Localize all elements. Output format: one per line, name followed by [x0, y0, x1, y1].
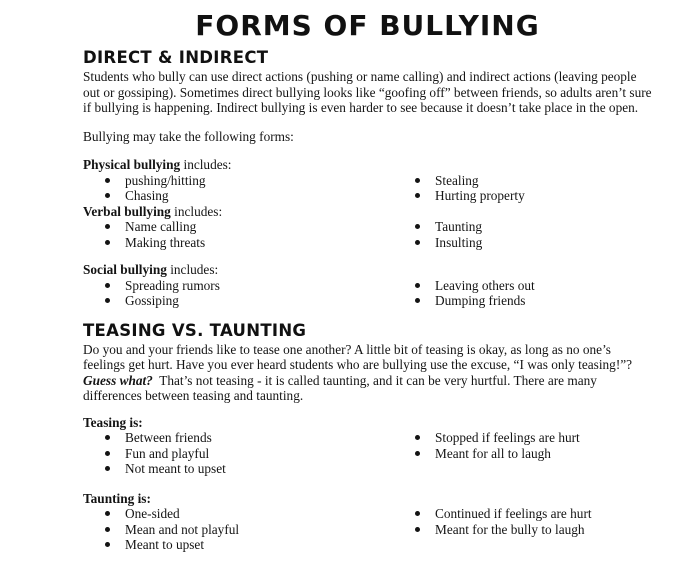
- bullet-icon: [105, 193, 110, 198]
- group-label-rest: includes:: [166, 262, 219, 277]
- physical-left-list: [83, 173, 393, 204]
- physical-right-list: [393, 173, 652, 204]
- list-item-label: Name calling: [125, 219, 197, 234]
- teasing-taunting-heading: TEASING VS. TAUNTING: [83, 320, 307, 340]
- verbal-right-list: [393, 219, 652, 250]
- group-label-bold: Verbal bullying: [83, 203, 171, 219]
- list-item: [105, 522, 393, 538]
- direct-indirect-paragraph: Students who bully can use direct actions (pushing or name calling) and indirect actions (leaving people out or gossiping). Sometimes direct bullying looks like “goofing off” between friends, so adults aren’t sure if bullying is happening. Indirect bullying is even harder to see because it doesn’t take place in the open.: [83, 69, 652, 115]
- list-item-label: Dumping friends: [435, 293, 526, 308]
- teasing-is-columns: [83, 430, 652, 477]
- bullet-icon: [105, 511, 110, 516]
- taunting-is-group: [83, 491, 652, 553]
- list-item-label: Between friends: [125, 430, 212, 445]
- teasing-left-list: [83, 430, 393, 477]
- bullet-icon: [415, 527, 420, 532]
- bullet-icon: [105, 527, 110, 532]
- list-item: [105, 446, 393, 462]
- list-item: [415, 188, 652, 204]
- list-item-label: Meant for the bully to laugh: [435, 521, 585, 537]
- section-teasing-vs-taunting: [83, 321, 652, 553]
- bullet-icon: [105, 542, 110, 547]
- bullet-icon: [415, 240, 420, 245]
- direct-indirect-heading: DIRECT & INDIRECT: [83, 48, 269, 67]
- list-item-label: Not meant to upset: [125, 461, 226, 476]
- list-item-label: Mean and not playful: [125, 521, 240, 537]
- list-item-label: Taunting: [435, 219, 483, 234]
- teasing-paragraph: [83, 342, 652, 404]
- forms-intro: Bullying may take the following forms:: [83, 128, 294, 144]
- guess-what-emphasis: Guess what?: [83, 372, 153, 388]
- group-label-rest: includes:: [170, 203, 223, 219]
- list-item: [105, 219, 393, 235]
- list-item-label: pushing/hitting: [125, 172, 206, 188]
- list-item: [105, 278, 393, 294]
- list-item: [415, 278, 652, 294]
- taunting-left-list: [83, 506, 393, 553]
- list-item-label: One-sided: [125, 506, 180, 521]
- verbal-left-list: [83, 219, 393, 250]
- bullet-icon: [415, 435, 420, 440]
- physical-bullying-columns: [83, 173, 652, 204]
- social-left-list: [83, 278, 393, 309]
- list-item-label: Continued if feelings are hurt: [435, 506, 592, 521]
- group-label-bold: Physical bullying: [83, 157, 181, 172]
- taunting-is-columns: [83, 506, 652, 553]
- bullet-icon: [105, 224, 110, 229]
- list-item-label: Stopped if feelings are hurt: [435, 430, 580, 445]
- group-label-rest: includes:: [180, 157, 232, 172]
- list-item: [415, 235, 652, 251]
- taunting-right-list: [393, 506, 652, 553]
- list-item-label: Fun and playful: [125, 445, 210, 461]
- bullet-icon: [415, 193, 420, 198]
- social-bullying-columns: [83, 278, 652, 309]
- bullet-icon: [415, 283, 420, 288]
- list-item: [105, 506, 393, 522]
- teasing-paragraph-start: Do you and your friends like to tease one another? A little bit of teasing is okay, as long as no one’s feelings get hurt. Have you ever heard students who are bullying use the excuse, “I was only teasing!”?: [83, 341, 633, 372]
- group-label-bold: Social bullying: [83, 262, 167, 277]
- list-item-label: Spreading rumors: [125, 277, 220, 293]
- list-item-label: Gossiping: [125, 293, 179, 308]
- verbal-bullying-group: [83, 204, 652, 251]
- list-item: [415, 506, 652, 522]
- list-item-label: Meant for all to laugh: [435, 445, 551, 461]
- list-item-label: Meant to upset: [125, 537, 205, 552]
- list-item-label: Stealing: [435, 172, 479, 188]
- teasing-is-group: [83, 415, 652, 477]
- list-item: [415, 293, 652, 309]
- social-bullying-group: [83, 262, 652, 309]
- bullet-icon: [105, 240, 110, 245]
- list-item-label: Leaving others out: [435, 277, 535, 293]
- list-item: [105, 537, 393, 553]
- social-right-list: [393, 278, 652, 309]
- teasing-right-list: [393, 430, 652, 477]
- list-item: [415, 173, 652, 189]
- teasing-is-label: Teasing is:: [83, 414, 143, 430]
- list-item: [105, 461, 393, 477]
- list-item: [415, 522, 652, 538]
- bullet-icon: [415, 298, 420, 303]
- list-item: [415, 219, 652, 235]
- list-item-label: Hurting property: [435, 188, 525, 203]
- bullet-icon: [105, 435, 110, 440]
- bullet-icon: [105, 178, 110, 183]
- teasing-paragraph-end: That’s not teasing - it is called taunting, and it can be very hurtful. There are many differences between teasing and taunting.: [83, 372, 597, 403]
- bullet-icon: [415, 451, 420, 456]
- taunting-is-label: Taunting is:: [83, 490, 151, 506]
- list-item: [105, 430, 393, 446]
- list-item: [105, 293, 393, 309]
- social-bullying-label: [83, 262, 652, 278]
- bullet-icon: [105, 466, 110, 471]
- bullet-icon: [415, 178, 420, 183]
- bullet-icon: [105, 283, 110, 288]
- bullet-icon: [105, 298, 110, 303]
- verbal-bullying-columns: [83, 219, 652, 250]
- list-item: [105, 188, 393, 204]
- physical-bullying-label: [83, 157, 652, 173]
- list-item: [415, 446, 652, 462]
- list-item: [105, 235, 393, 251]
- physical-bullying-group: [83, 157, 652, 204]
- list-item-label: Insulting: [435, 234, 483, 250]
- list-item: [105, 173, 393, 189]
- bullet-icon: [105, 451, 110, 456]
- bullet-icon: [415, 224, 420, 229]
- page-title: FORMS OF BULLYING: [195, 9, 540, 42]
- list-item-label: Making threats: [125, 234, 206, 250]
- bullet-icon: [415, 511, 420, 516]
- verbal-bullying-label: [83, 204, 652, 220]
- section-direct-indirect: [83, 48, 652, 309]
- list-item: [415, 430, 652, 446]
- list-item-label: Chasing: [125, 188, 169, 203]
